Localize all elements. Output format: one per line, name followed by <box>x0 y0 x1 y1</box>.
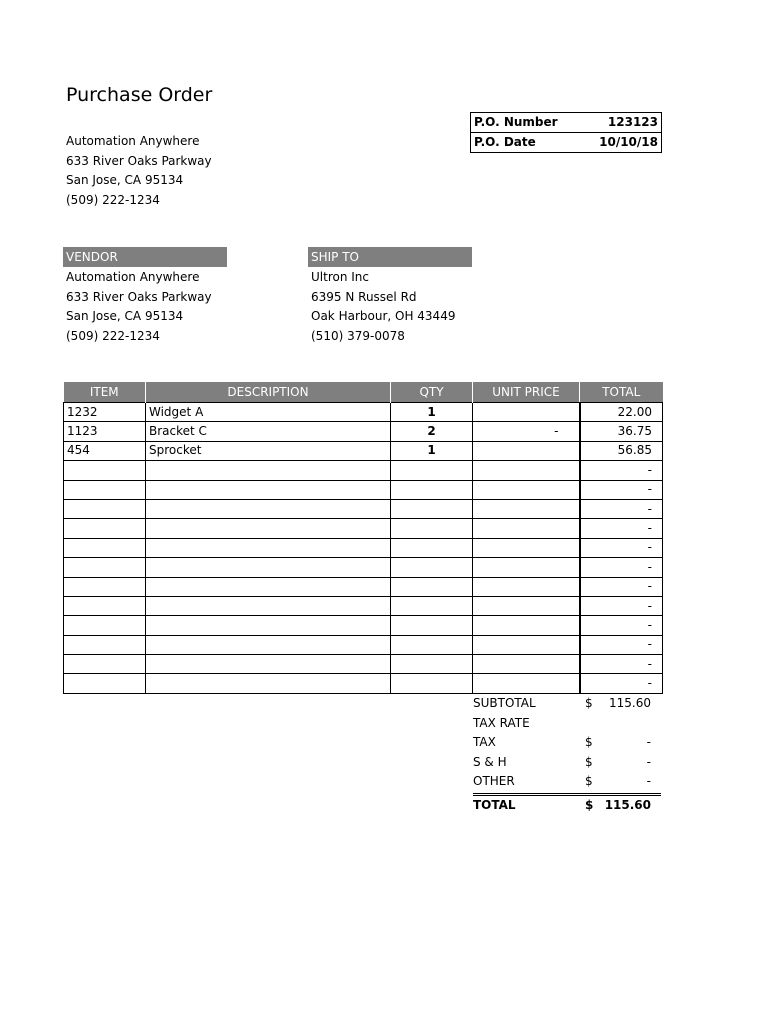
ship-to-header: SHIP TO <box>308 247 472 267</box>
tax-row <box>473 733 661 753</box>
total-cell: - <box>580 596 663 615</box>
subtotal-value: 115.60 <box>609 696 651 710</box>
description-cell <box>146 519 391 538</box>
unit-price-cell <box>473 499 580 518</box>
table-row <box>64 461 663 480</box>
sh-currency: $ <box>585 754 593 769</box>
sh-value: - <box>646 754 651 769</box>
ship-to-phone: (510) 379-0078 <box>311 328 405 343</box>
qty-cell <box>391 596 473 615</box>
description-cell: Sprocket <box>146 441 391 460</box>
table-row <box>64 635 663 654</box>
item-cell <box>64 480 146 499</box>
unit-price-cell <box>473 635 580 654</box>
tax-rate-label: TAX RATE <box>473 715 530 730</box>
total-cell: - <box>580 655 663 674</box>
description-cell: Bracket C <box>146 422 391 441</box>
table-row <box>64 596 663 615</box>
items-body <box>64 403 663 694</box>
table-row <box>64 403 663 422</box>
company-street: 633 River Oaks Parkway <box>66 153 212 168</box>
total-cell: - <box>580 558 663 577</box>
item-cell: 1123 <box>64 422 146 441</box>
qty-cell <box>391 635 473 654</box>
other-label: OTHER <box>473 774 515 788</box>
table-row <box>64 538 663 557</box>
qty-cell <box>391 519 473 538</box>
company-name: Automation Anywhere <box>66 134 200 148</box>
total-label: TOTAL <box>473 797 516 812</box>
qty-cell <box>391 538 473 557</box>
item-cell <box>64 461 146 480</box>
item-cell <box>64 558 146 577</box>
total-row <box>473 793 661 816</box>
total-currency: $ <box>585 797 594 812</box>
unit-price-cell <box>473 538 580 557</box>
item-cell <box>64 538 146 557</box>
item-cell <box>64 616 146 635</box>
items-header-row <box>64 382 663 403</box>
table-row <box>64 499 663 518</box>
qty-cell <box>391 616 473 635</box>
unit-price-cell <box>473 403 580 422</box>
total-cell: - <box>580 461 663 480</box>
item-cell: 454 <box>64 441 146 460</box>
col-header-total: TOTAL <box>580 382 663 403</box>
item-cell <box>64 577 146 596</box>
subtotal-label: SUBTOTAL <box>473 696 536 710</box>
unit-price-cell <box>473 577 580 596</box>
qty-cell <box>391 461 473 480</box>
po-number-value: 123123 <box>607 115 658 129</box>
description-cell <box>146 596 391 615</box>
total-cell: - <box>580 480 663 499</box>
po-date-label: P.O. Date <box>474 135 536 149</box>
totals-block <box>473 694 661 815</box>
table-row <box>64 422 663 441</box>
unit-price-cell <box>473 596 580 615</box>
unit-price-cell <box>473 461 580 480</box>
subtotal-row <box>473 694 661 714</box>
item-cell <box>64 635 146 654</box>
vendor-address <box>66 268 212 346</box>
qty-cell: 1 <box>391 441 473 460</box>
qty-cell <box>391 674 473 693</box>
item-cell <box>64 519 146 538</box>
subtotal-currency: $ <box>585 696 593 710</box>
unit-price-cell <box>473 616 580 635</box>
item-cell <box>64 499 146 518</box>
qty-cell <box>391 499 473 518</box>
other-value: - <box>646 774 651 788</box>
description-cell <box>146 461 391 480</box>
total-cell: - <box>580 577 663 596</box>
items-table <box>63 382 663 694</box>
col-header-qty: QTY <box>391 382 473 403</box>
item-cell <box>64 596 146 615</box>
ship-to-street: 6395 N Russel Rd <box>311 289 417 304</box>
table-row <box>64 577 663 596</box>
po-date-row <box>471 132 661 152</box>
po-info-box <box>470 112 662 153</box>
unit-price-cell <box>473 441 580 460</box>
unit-price-cell <box>473 674 580 693</box>
company-city: San Jose, CA 95134 <box>66 173 184 187</box>
unit-price-cell: - <box>473 422 580 441</box>
description-cell <box>146 674 391 693</box>
unit-price-cell <box>473 558 580 577</box>
sh-label: S & H <box>473 754 507 769</box>
description-cell: Widget A <box>146 403 391 422</box>
item-cell: 1232 <box>64 403 146 422</box>
company-phone: (509) 222-1234 <box>66 192 160 207</box>
total-cell: - <box>580 519 663 538</box>
qty-cell <box>391 480 473 499</box>
total-cell: - <box>580 499 663 518</box>
description-cell <box>146 635 391 654</box>
other-currency: $ <box>585 774 593 788</box>
table-row <box>64 441 663 460</box>
tax-currency: $ <box>585 735 593 749</box>
po-number-row <box>471 113 661 132</box>
qty-cell <box>391 577 473 596</box>
col-header-item: ITEM <box>64 382 146 403</box>
qty-cell <box>391 655 473 674</box>
other-row <box>473 772 661 792</box>
description-cell <box>146 558 391 577</box>
total-cell: - <box>580 616 663 635</box>
total-cell: 56.85 <box>580 441 663 460</box>
po-date-value: 10/10/18 <box>599 135 658 149</box>
total-cell: - <box>580 635 663 654</box>
description-cell <box>146 577 391 596</box>
po-number-label: P.O. Number <box>474 115 558 129</box>
total-cell: - <box>580 674 663 693</box>
ship-to-name: Ultron Inc <box>311 270 369 284</box>
qty-cell: 1 <box>391 403 473 422</box>
table-row <box>64 480 663 499</box>
item-cell <box>64 655 146 674</box>
description-cell <box>146 538 391 557</box>
vendor-header: VENDOR <box>63 247 227 267</box>
qty-cell: 2 <box>391 422 473 441</box>
unit-price-cell <box>473 519 580 538</box>
vendor-street: 633 River Oaks Parkway <box>66 289 212 304</box>
table-row <box>64 558 663 577</box>
page-title: Purchase Order <box>66 84 213 106</box>
tax-rate-row <box>473 714 661 734</box>
total-value: 115.60 <box>604 797 651 812</box>
total-cell: 22.00 <box>580 403 663 422</box>
total-cell: - <box>580 538 663 557</box>
col-header-unit-price: UNIT PRICE <box>473 382 580 403</box>
table-row <box>64 519 663 538</box>
qty-cell <box>391 558 473 577</box>
total-cell: 36.75 <box>580 422 663 441</box>
item-cell <box>64 674 146 693</box>
vendor-city: San Jose, CA 95134 <box>66 309 184 323</box>
unit-price-cell <box>473 480 580 499</box>
company-address <box>66 132 212 210</box>
vendor-phone: (509) 222-1234 <box>66 328 160 343</box>
ship-to-address <box>311 268 455 346</box>
ship-to-city: Oak Harbour, OH 43449 <box>311 309 456 323</box>
col-header-description: DESCRIPTION <box>146 382 391 403</box>
table-row <box>64 674 663 693</box>
description-cell <box>146 655 391 674</box>
description-cell <box>146 616 391 635</box>
table-row <box>64 616 663 635</box>
tax-label: TAX <box>473 735 496 749</box>
table-row <box>64 655 663 674</box>
tax-value: - <box>646 735 651 749</box>
description-cell <box>146 499 391 518</box>
unit-price-cell <box>473 655 580 674</box>
description-cell <box>146 480 391 499</box>
vendor-name: Automation Anywhere <box>66 270 200 284</box>
sh-row <box>473 753 661 773</box>
